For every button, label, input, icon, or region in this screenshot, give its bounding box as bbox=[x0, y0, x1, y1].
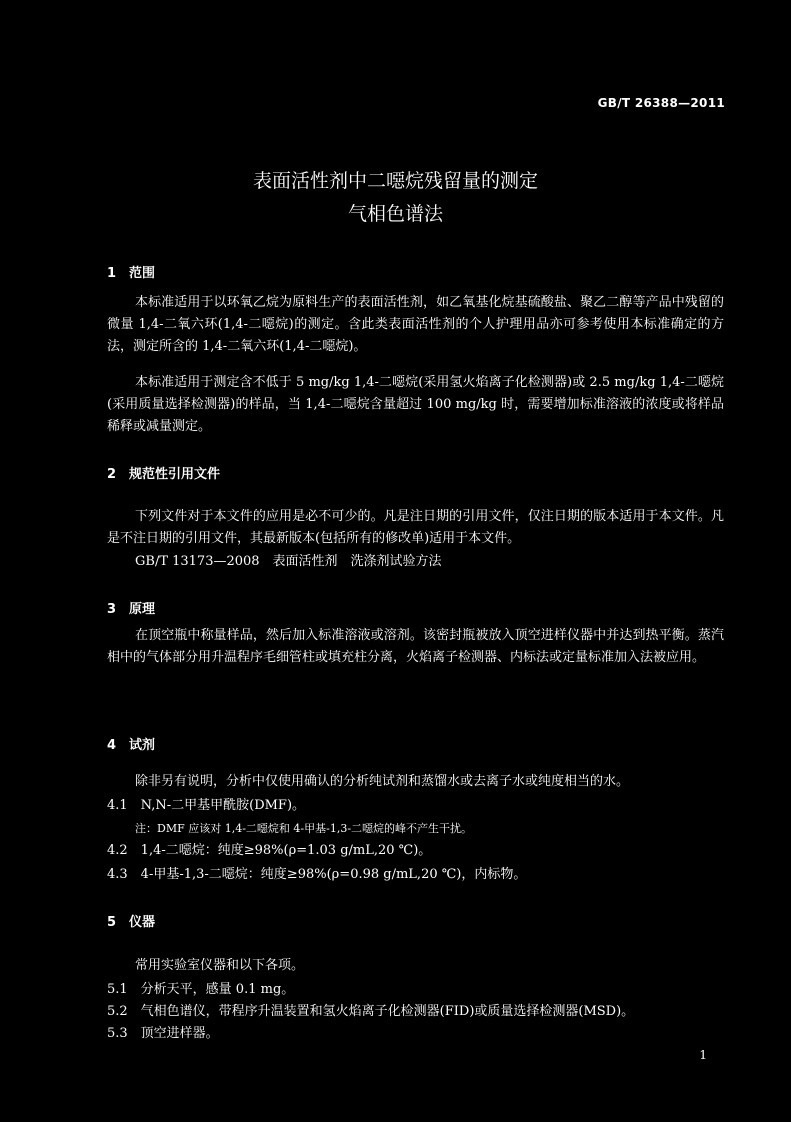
section-4-heading bbox=[107, 734, 155, 753]
document-subtitle: 气相色谱法 bbox=[347, 203, 443, 225]
reagent-4-1: 4.1 N,N-二甲基甲酰胺(DMF)。 bbox=[107, 798, 306, 813]
section-3-number: 3 bbox=[107, 602, 117, 617]
reagent-note: 注：DMF 应该对 1,4-二噁烷和 4-甲基-1,3-二噁烷的峰不产生干扰。 bbox=[135, 822, 473, 835]
apparatus-5-1: 5.1 分析天平，感量 0.1 mg。 bbox=[107, 982, 295, 997]
section-1-number: 1 bbox=[107, 266, 117, 281]
section-2-number: 2 bbox=[107, 467, 117, 482]
section-1-paragraph-1: 本标准适用于以环氧乙烷为原料生产的表面活性剂，如乙氧基化烷基硫酸盐、聚乙二醇等产品中残留的微量 1,4-二氧六环(1,4-二噁烷)的测定。含此类表面活性剂的个人护理用品亦可参考使用本标准确定的方法，测定所含的 1,4-二氧六环(1,4-二噁烷)。 bbox=[107, 295, 724, 354]
normative-reference: GB/T 13173—2008 表面活性剂 洗涤剂试验方法 bbox=[135, 554, 442, 569]
section-2-heading bbox=[107, 463, 220, 482]
section-3-title: 原理 bbox=[129, 602, 156, 617]
section-5-heading bbox=[107, 911, 155, 930]
reagent-4-2: 4.2 1,4-二噁烷：纯度≥98%(ρ=1.03 g/mL,20 ℃)。 bbox=[107, 843, 432, 858]
section-3-paragraph: 在顶空瓶中称量样品，然后加入标准溶液或溶剂。该密封瓶被放入顶空进样仪器中并达到热平衡。蒸汽相中的气体部分用升温程序毛细管柱或填充柱分离，火焰离子检测器、内标法或定量标准加入法被应用。 bbox=[107, 628, 724, 665]
section-4-number: 4 bbox=[107, 738, 117, 753]
section-1-heading bbox=[107, 262, 155, 281]
section-1-title: 范围 bbox=[129, 266, 156, 281]
section-1-paragraph-2: 本标准适用于测定含不低于 5 mg/kg 1,4-二噁烷(采用氢火焰离子化检测器)或 2.5 mg/kg 1,4-二噁烷(采用质量选择检测器)的样品，当 1,4-二噁烷含量超过 100 mg/kg 时，需要增加标准溶液的浓度或将样品稀释或减量测定。 bbox=[107, 375, 724, 434]
section-5-intro: 常用实验室仪器和以下各项。 bbox=[135, 958, 305, 973]
document-title: 表面活性剂中二噁烷残留量的测定 bbox=[252, 170, 538, 192]
section-5-title: 仪器 bbox=[129, 915, 156, 930]
reagent-4-3: 4.3 4-甲基-1,3-二噁烷：纯度≥98%(ρ=0.98 g/mL,20 ℃)，内标物。 bbox=[107, 867, 527, 882]
page-number: 1 bbox=[699, 1048, 707, 1062]
section-2-paragraph: 下列文件对于本文件的应用是必不可少的。凡是注日期的引用文件，仅注日期的版本适用于本文件。凡是不注日期的引用文件，其最新版本(包括所有的修改单)适用于本文件。 bbox=[107, 509, 724, 546]
section-4-title: 试剂 bbox=[129, 738, 156, 753]
apparatus-5-2: 5.2 气相色谱仪，带程序升温装置和氢火焰离子化检测器(FID)或质量选择检测器(MSD)。 bbox=[107, 1004, 635, 1019]
section-5-number: 5 bbox=[107, 915, 117, 930]
document-code: GB/T 26388—2011 bbox=[597, 96, 725, 110]
section-2-title: 规范性引用文件 bbox=[129, 467, 221, 482]
apparatus-5-3: 5.3 顶空进样器。 bbox=[107, 1026, 219, 1041]
section-3-heading bbox=[107, 598, 155, 617]
section-4-intro: 除非另有说明，分析中仅使用确认的分析纯试剂和蒸馏水或去离子水或纯度相当的水。 bbox=[135, 774, 630, 789]
